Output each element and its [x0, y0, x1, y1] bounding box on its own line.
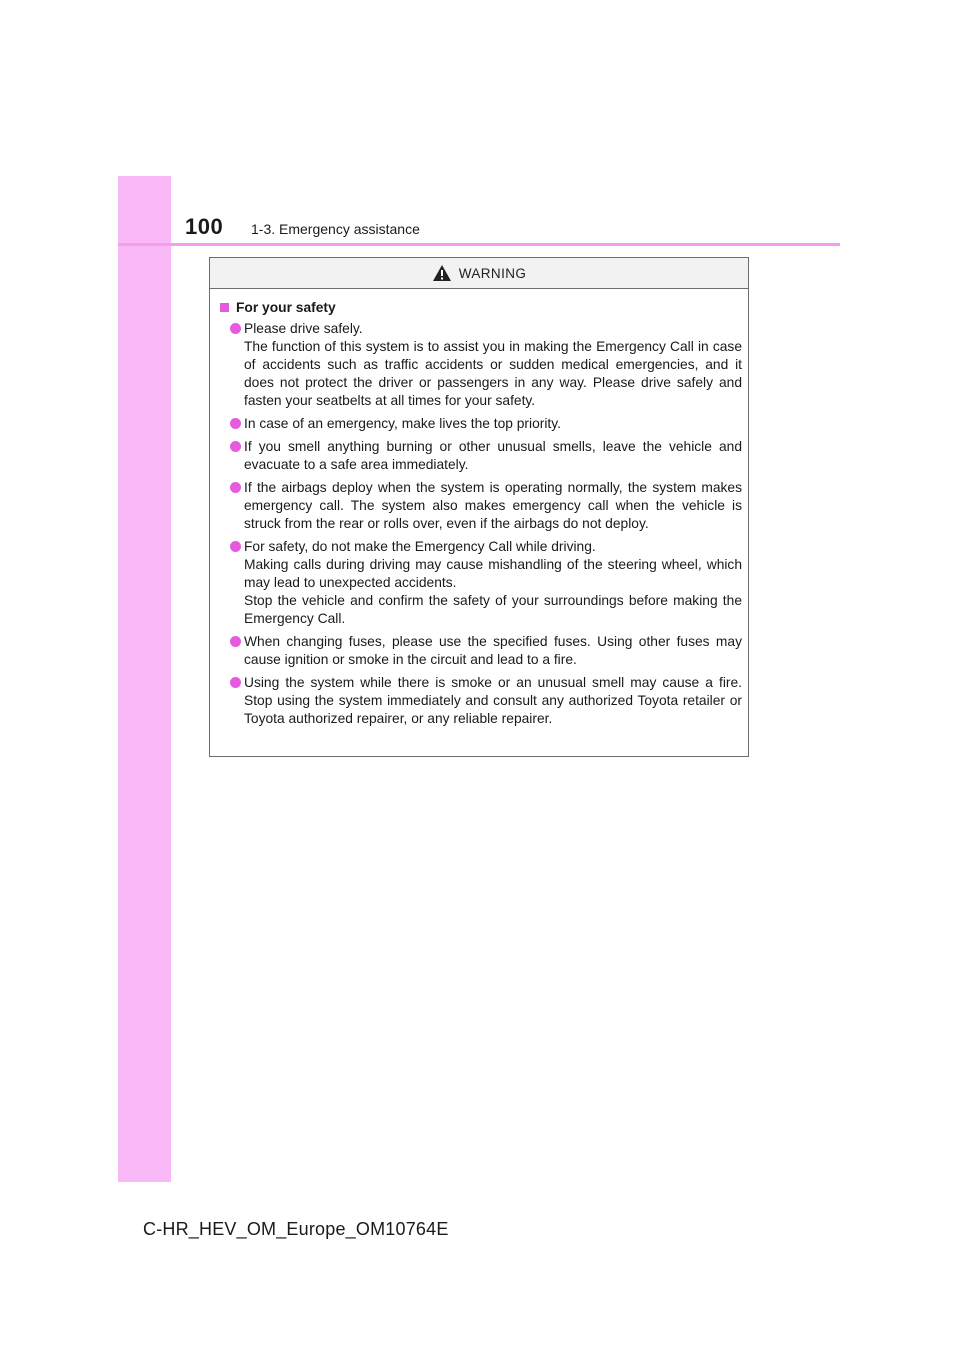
item-text-line: Using the system while there is smoke or an unusual smell may cause a fire. Stop using the system immediately and consult any authorized Toyota retailer or Toyota authorized repairer, or any reliable repairer.	[244, 675, 742, 726]
bullet-dot-icon	[230, 541, 241, 552]
bullet-dot-icon	[230, 323, 241, 334]
bullet-dot-icon	[230, 677, 241, 688]
list-item	[219, 438, 742, 474]
bullet-dot-icon	[230, 482, 241, 493]
item-text-line: The function of this system is to assist you in making the Emergency Call in case of accidents such as traffic accidents or sudden medical emergencies, and it does not protect the driver or passengers in any way. Please drive safely and fasten your seatbelts at all times for your safety.	[244, 339, 742, 408]
item-text-line: When changing fuses, please use the specified fuses. Using other fuses may cause ignition or smoke in the circuit and lead to a fire.	[244, 634, 742, 667]
warning-label: WARNING	[458, 265, 527, 281]
item-text-line: Stop the vehicle and confirm the safety of your surroundings before making the Emergency Call.	[244, 593, 742, 626]
item-text-line: For safety, do not make the Emergency Call while driving.	[244, 539, 596, 554]
section-title: 1-3. Emergency assistance	[251, 221, 420, 237]
side-color-band	[118, 176, 171, 1182]
list-item	[219, 538, 742, 628]
warning-header	[210, 258, 748, 289]
item-text-line: Please drive safely.	[244, 321, 363, 336]
item-text-line: Making calls during driving may cause mishandling of the steering wheel, which may lead to unexpected accidents.	[244, 557, 742, 590]
item-text-line: If the airbags deploy when the system is operating normally, the system makes emergency call. The system also makes emergency call when the vehicle is struck from the rear or rolls over, even if the airbags do not deploy.	[244, 480, 742, 531]
item-text-line: If you smell anything burning or other unusual smells, leave the vehicle and evacuate to a safe area immediately.	[244, 439, 742, 472]
warning-triangle-icon	[432, 264, 452, 282]
page-number: 100	[185, 214, 224, 239]
list-item	[219, 479, 742, 533]
list-item	[219, 674, 742, 728]
document-id: C-HR_HEV_OM_Europe_OM10764E	[143, 1219, 449, 1239]
bullet-dot-icon	[230, 636, 241, 647]
item-text-line: In case of an emergency, make lives the top priority.	[244, 416, 561, 431]
list-item	[219, 415, 742, 433]
header-rule	[118, 243, 840, 246]
square-bullet-icon	[220, 303, 229, 312]
safety-heading	[219, 300, 742, 315]
bullet-dot-icon	[230, 418, 241, 429]
safety-heading-text: For your safety	[236, 300, 336, 315]
warning-body	[210, 289, 748, 728]
list-item	[219, 320, 742, 410]
warning-box	[209, 257, 749, 757]
bullet-dot-icon	[230, 441, 241, 452]
list-item	[219, 633, 742, 669]
